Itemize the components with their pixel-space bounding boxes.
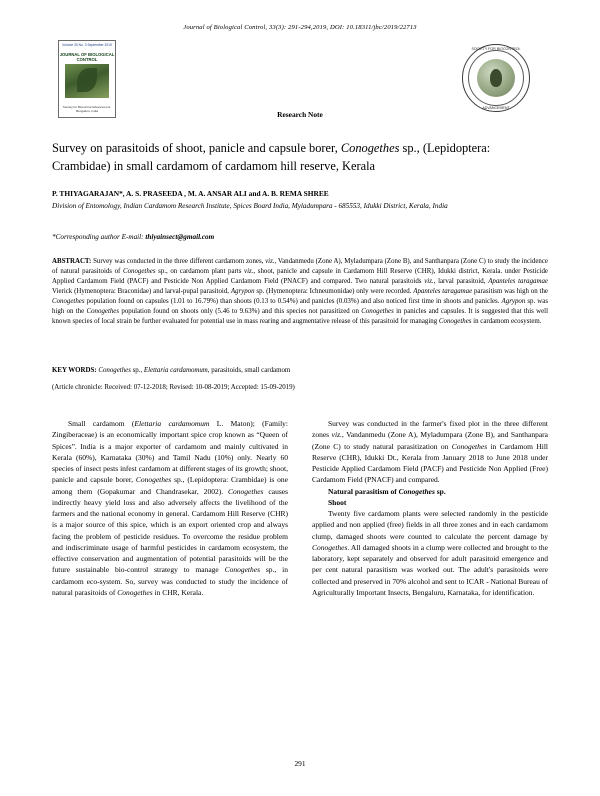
abstract-t1: Survey was conducted in the three different cardamom zones, xyxy=(91,258,266,265)
keywords-label: KEY WORDS: xyxy=(52,367,97,374)
abstract-t13: in cardamom ecosystem. xyxy=(471,318,542,326)
left-p1-it2: Conogethes xyxy=(135,475,172,485)
right-p2-it1: Conogethes xyxy=(312,542,348,552)
abstract-it-4: Apanteles taragamae xyxy=(413,288,473,296)
seal-text xyxy=(462,44,530,112)
left-p1-d: causes indirectly heavy yield loss and also adversely affects the livelihood of the farmers and the national economy in general. Cardamom Hill Reserve (CHR) is a major source of this spice, which is an export oriented crop and always facing the problem of pesticide residues. To overcome the residue problem and indiscriminate usage of harmful pesticides in cardamom ecosystem, the effective conservation and augmentation of potential parasitoids will be the future sustainable bio-control strategy to manage xyxy=(52,486,288,575)
abstract-t6: Vierick (Hymenoptera: Braconidae) and larval-pupal parasitoid, xyxy=(52,288,231,296)
abstract-viz-3: viz. xyxy=(424,278,434,286)
abstract xyxy=(52,257,548,328)
corresponding-author-email[interactable]: thiyainsect@gmail.com xyxy=(145,233,215,241)
methods-paragraph xyxy=(312,418,548,486)
cardamom-plant-icon xyxy=(77,68,97,92)
abstract-t9: population found on capsules (1.01 to 16.79%) than shoots (0.13 to 0.54%) and panicles (0.03%) and also noticed first time in shoots and panicles. xyxy=(84,298,502,306)
left-p1-it5: Conogethes xyxy=(117,587,153,597)
abstract-t10: sp. was high on the xyxy=(52,298,548,316)
body-columns xyxy=(52,418,548,748)
abstract-viz-2: viz. xyxy=(244,268,254,276)
head1-it: Conogethes xyxy=(398,486,435,496)
abstract-viz-1: viz. xyxy=(265,258,275,265)
society-seal-logo xyxy=(462,44,530,112)
left-p1-f: in CHR, Kerala. xyxy=(152,587,204,597)
title-part-2: sp., (Lepidoptera: Crambidae) in small cardamom of cardamom hill reserve, Kerala xyxy=(52,141,491,173)
author-list: P. THIYAGARAJAN*, A. S. PRASEEDA , M. A. ANSAR ALI and A. B. REMA SHREE xyxy=(52,189,329,198)
abstract-t7: sp. (Hymenoptera: Ichneumonidae) only were recorded. xyxy=(254,288,414,296)
right-p2-a: Twenty five cardamom plants were selected randomly in the pesticide applied and non applied (free) fields in all three zones and in each cardamom clump, damaged shoots were counted to calculate the percent damage by xyxy=(312,509,548,541)
abstract-label: ABSTRACT: xyxy=(52,258,92,265)
cover-publisher-line: Society for Biocontrol Advancement, Bengaluru, India xyxy=(62,105,112,114)
right-p1-b: , Vandanmedu (Zone A), Myladumpara (Zone B), and Santhanpara (Zone C) to study natural parasitization on xyxy=(312,430,548,451)
keyword-it-2: Elettaria cardamomum xyxy=(143,367,208,374)
head1-a: Natural parasitism of xyxy=(328,486,399,496)
right-p1-it2: Conogethes xyxy=(451,441,488,451)
seal-bottom-text: ADVANCEMENT xyxy=(482,105,510,110)
column-right xyxy=(312,418,548,598)
article-type-label: Research Note xyxy=(277,110,323,119)
right-p1-c: in Cardamom Hill Reserve (CHR), Idukki Dt., Kerala from January 2018 to June 2018 under Pesticide Applied Cardamom Field (PACF) and Pesticide Non Applied (Free) Cardamom Field (PNACF) and compared. xyxy=(312,441,549,485)
section-heading-natural-parasitism xyxy=(312,486,548,497)
abstract-t2: , Vandanmedu (Zone A), Myladumpara (Zone B), and Santhanpara (Zone C) to study the incidence of natural parasitoids of xyxy=(52,258,548,276)
cover-photo xyxy=(65,64,109,98)
title-genus-italic: Conogethes xyxy=(340,141,400,155)
abstract-it-6: Agrypon xyxy=(501,298,526,306)
left-p1-it1: Elettaria cardamomum xyxy=(134,419,210,428)
page-title xyxy=(52,140,548,175)
keyword-it-1: Conogethes xyxy=(98,367,131,374)
left-p1-a: Small cardamom ( xyxy=(68,419,135,428)
left-p1-e: sp., in cardamom eco-system. So, survey was conducted to study the incidence of natural parasitoids of xyxy=(52,565,288,597)
head1-b: sp. xyxy=(434,486,446,496)
abstract-it-9: Conogethes xyxy=(438,318,472,326)
abstract-it-8: Conogethes xyxy=(361,308,394,316)
column-left xyxy=(52,418,288,598)
cover-volume-line: Volume 33 No. 3 September 2019 xyxy=(62,43,112,47)
keyword-tail: , parasitoids, small cardamom xyxy=(207,367,291,374)
section-heading-shoot: Shoot xyxy=(328,497,347,507)
corresponding-author-label: *Corresponding author E-mail: xyxy=(52,233,146,241)
title-part-1: Survey on parasitoids of shoot, panicle and capsule borer, xyxy=(52,141,341,155)
abstract-t5: , larval parasitoid, xyxy=(433,278,489,286)
right-p2-b: . All damaged shoots in a clump were collected and brought to the laboratory, kept separately and observed for adult parasitoid emergence and per cent natural parasitism was worked out. The adult's parasitoids were collected and preserved in 70% alcohol and sent to ICAR - National Bureau of Agriculturally Important Insects, Bengaluru, Karnataka, for identification. xyxy=(312,542,548,597)
abstract-t8: parasitism was high on the xyxy=(472,288,548,296)
abstract-it-7: Conogethes xyxy=(86,308,120,316)
keywords xyxy=(52,366,548,376)
left-p1-c: sp., (Lepidoptera: Crambidae) is one among them (Gopakumar and Chandrasekar, 2002). xyxy=(52,475,288,496)
corresponding-author xyxy=(52,233,548,241)
shoot-paragraph xyxy=(312,508,548,598)
abstract-it-2: Apanteles taragamae xyxy=(488,278,548,286)
article-chronicle: (Article chronicle: Received: 07-12-2018; Revised: 10-08-2019; Accepted: 15-09-2019) xyxy=(52,384,295,391)
abstract-it-5: Conogethes xyxy=(52,298,85,306)
abstract-t12: in panicles and capsules. It is suggested that this well known species of local strain be further evaluated for potential use in mass rearing and augmentative release of this parasitoid for managing xyxy=(52,308,549,326)
abstract-t3: sp., on cardamom plant parts xyxy=(155,268,245,276)
intro-paragraph xyxy=(52,418,288,598)
page-number: 291 xyxy=(294,759,306,768)
right-p1-a: Survey was conducted in the farmer's fixed plot in the three different zones xyxy=(312,419,548,440)
abstract-t4: , shoot, panicle and capsule in Cardamom Hill Reserve (CHR), Idukki district, Kerala. under Pesticide Applied Cardamom Field (PACF) and Pesticide Non Applied Cardamom Field (PNACF) and compared. Two natural parasitoids xyxy=(52,268,548,286)
abstract-it-1: Conogethes xyxy=(122,268,156,276)
left-p1-it3: Conogethes xyxy=(228,486,264,496)
running-head: Journal of Biological Control, 33(3): 291-294,2019, DOI: 10.18311/jbc/2019/22713 xyxy=(183,24,417,31)
cover-title: JOURNAL OF BIOLOGICAL CONTROL xyxy=(59,52,115,63)
seal-top-text: SOCIETY FOR BIOCONTROL xyxy=(471,46,521,51)
right-p1-it1: viz. xyxy=(331,430,342,440)
abstract-it-3: Agrypon xyxy=(230,288,255,296)
abstract-t11: population found on shoots only (5.46 to 9.63%) and this species not parasitized on xyxy=(119,308,362,316)
keyword-mid: sp., xyxy=(130,367,144,374)
left-p1-b: L. Maton); (Family: Zingiberaceae) is an economically important spice crop known as “Queen of Spices”. India is a major exporter of cardamom and mainly cultivated in Kerala (60%), Karnataka (30%) and Tamil Nadu (10%) only. Nearly 60 species of insect pests infest cardamom at different stages of its growth; shoot, panicle and capsule borer, xyxy=(52,419,288,485)
affiliation: Division of Entomology, Indian Cardamom Research Institute, Spices Board India, Myladumpara - 685553, Idukki District, Kerala, India xyxy=(52,202,448,210)
journal-cover-thumbnail xyxy=(58,40,116,118)
left-p1-it4: Conogethes xyxy=(224,565,261,575)
